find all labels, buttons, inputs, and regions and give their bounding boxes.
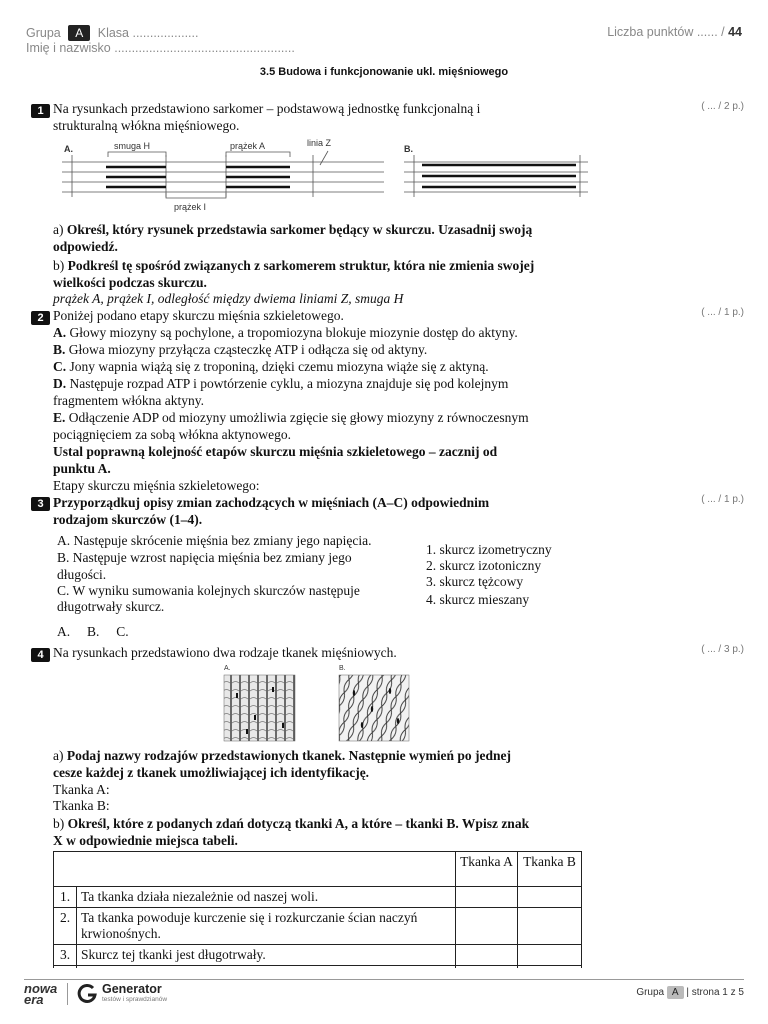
q2-item: fragmentem włókna aktyny. (53, 393, 204, 408)
group-badge: A (68, 25, 90, 41)
cell-a[interactable] (456, 887, 518, 908)
question-number: 3 (31, 497, 50, 511)
generator-subtitle: testów i sprawdzianów (102, 996, 168, 1003)
question-points: ( ... / 1 p.) (701, 307, 744, 318)
q1-options[interactable]: prążek A, prążek I, odległość między dwiema liniami Z, smuga H (53, 291, 404, 306)
footer-divider (24, 979, 744, 980)
fig-label-a: A. (224, 665, 231, 672)
q3-desc: C. W wyniku sumowania kolejnych skurczów następuje (57, 583, 360, 598)
table-row: 2. Ta tkanka powoduje kurczenie się i rozkurczanie ścian naczyń krwionośnych. (54, 908, 582, 945)
q3-answers[interactable]: A. B. C. (57, 624, 129, 639)
sarcomere-figure (58, 135, 598, 215)
fig-label-a: A. (64, 144, 73, 154)
fig-label-b: B. (339, 665, 346, 672)
q4-task-a-cont: cesze każdej z tkanek umożliwiającej ich identyfikację. (53, 765, 370, 780)
question-points: ( ... / 3 p.) (701, 644, 744, 655)
q4-task-b: b) Określ, które z podanych zdań dotyczą tkanki A, a które – tkanki B. Wpisz znak (53, 816, 530, 831)
name-line: Imię i nazwisko .................................................... (26, 41, 295, 55)
q3-desc: długotrwały skurcz. (57, 599, 165, 614)
q4-task-a: a) Podaj nazwy rodzajów przedstawionych tkanek. Następnie wymień po jednej (53, 748, 511, 763)
q3-type: 1. skurcz izometryczny (426, 542, 552, 557)
table-row: 3. Skurcz tej tkanki jest długotrwały. (54, 945, 582, 966)
q1-intro: strukturalną włókna mięśniowego. (53, 118, 240, 133)
footer-page-info (636, 986, 744, 999)
generator-logo-icon (76, 983, 98, 1005)
col-tkanka-a: Tkanka A (456, 852, 518, 887)
q2-task-cont: punktu A. (53, 461, 111, 476)
points-max: 44 (728, 25, 742, 39)
group-label: Grupa (26, 26, 61, 40)
q2-item: pociągnięciem za sobą włókna aktynowego. (53, 427, 292, 442)
generator-name: Generator (102, 982, 162, 996)
q3-task: Przyporządkuj opisy zmian zachodzących w mięśniach (A–C) odpowiednim (53, 495, 490, 510)
q3-desc: A. Następuje skrócenie mięśnia bez zmiany jego napięcia. (57, 533, 372, 548)
question-number: 1 (31, 104, 50, 118)
class-label: Klasa ................... (97, 26, 199, 40)
table-header-row (54, 852, 582, 887)
points-label: Liczba punktów ...... / (607, 25, 725, 39)
q3-desc: długości. (57, 567, 107, 582)
q3-type: 2. skurcz izotoniczny (426, 558, 542, 573)
q1-intro: Na rysunkach przedstawiono sarkomer – podstawową jednostkę funkcjonalną i (53, 101, 481, 116)
q2-item: E. Odłączenie ADP od miozyny umożliwia zgięcie się głowy miozyny z równoczesnym (53, 410, 529, 425)
tissue-a-answer[interactable]: Tkanka A: (53, 782, 110, 797)
q4-intro: Na rysunkach przedstawiono dwa rodzaje tkanek mięśniowych. (53, 645, 397, 660)
fig-label-prazek-a: prążek A (230, 141, 266, 151)
nowa-era-logo: nowa era (24, 981, 58, 1007)
table-row: 1. Ta tkanka działa niezależnie od naszej woli. (54, 887, 582, 908)
question-number: 2 (31, 311, 50, 325)
footer-group-label: Grupa (636, 987, 665, 998)
fig-label-prazek-i: prążek I (174, 202, 207, 212)
q1-task-a: a) Określ, który rysunek przedstawia sarkomer będący w skurczu. Uzasadnij swoją (53, 222, 533, 237)
tissue-b-answer[interactable]: Tkanka B: (53, 798, 110, 813)
q3-type: 4. skurcz mieszany (426, 592, 530, 607)
page-number: | strona 1 z 5 (686, 987, 744, 998)
q4-task-b-cont: X w odpowiednie miejsca tabeli. (53, 833, 238, 848)
header-group (26, 25, 198, 41)
cell-a[interactable] (456, 908, 518, 945)
cell-b[interactable] (518, 945, 582, 966)
q1-task-b-cont: wielkości podczas skurczu. (53, 275, 207, 290)
q2-item: A. Głowy miozyny są pochylone, a tropomiozyna blokuje miozynie dostęp do aktyny. (53, 325, 518, 340)
q2-item: B. Głowa miozyny przyłącza cząsteczkę ATP i odłącza się od aktyny. (53, 342, 428, 357)
q1-task-a-cont: odpowiedź. (53, 239, 118, 254)
question-points: ( ... / 2 p.) (701, 101, 744, 112)
q3-task-cont: rodzajom skurczów (1–4). (53, 512, 203, 527)
cell-a[interactable] (456, 945, 518, 966)
q2-item: C. Jony wapnia wiążą się z troponiną, dzięki czemu miozyna wiąże się z aktyną. (53, 359, 489, 374)
footer-group-badge: A (667, 986, 684, 999)
fig-label-smuga-h: smuga H (114, 141, 151, 151)
page-title: 3.5 Budowa i funkcjonowanie ukl. mięśniowego (259, 66, 509, 78)
q2-task: Ustal poprawną kolejność etapów skurczu mięśnia szkieletowego – zacznij od (53, 444, 498, 459)
q2-item: D. Następuje rozpad ATP i powtórzenie cyklu, a miozyna znajduje się pod kolejnym (53, 376, 509, 391)
tissue-figure (222, 663, 412, 743)
cell-b[interactable] (518, 887, 582, 908)
fig-label-linia-z: linia Z (307, 138, 332, 148)
q2-answer-line[interactable]: Etapy skurczu mięśnia szkieletowego: (53, 478, 260, 493)
q3-desc: B. Następuje wzrost napięcia mięśnia bez zmiany jego (57, 550, 352, 565)
col-tkanka-b: Tkanka B (518, 852, 582, 887)
q1-task-b: b) Podkreśl tę spośród związanych z sarkomerem struktur, która nie zmienia swojej (53, 258, 535, 273)
answer-table (53, 851, 582, 975)
fig-label-b: B. (404, 144, 413, 154)
cell-b[interactable] (518, 908, 582, 945)
q3-type: 3. skurcz tężcowy (426, 574, 524, 589)
question-number: 4 (31, 648, 50, 662)
q2-intro: Poniżej podano etapy skurczu mięśnia szkieletowego. (53, 308, 344, 323)
smooth-tissue-image (339, 675, 409, 741)
striated-tissue-image (224, 675, 295, 741)
question-points: ( ... / 1 p.) (701, 494, 744, 505)
points-total (607, 25, 742, 39)
